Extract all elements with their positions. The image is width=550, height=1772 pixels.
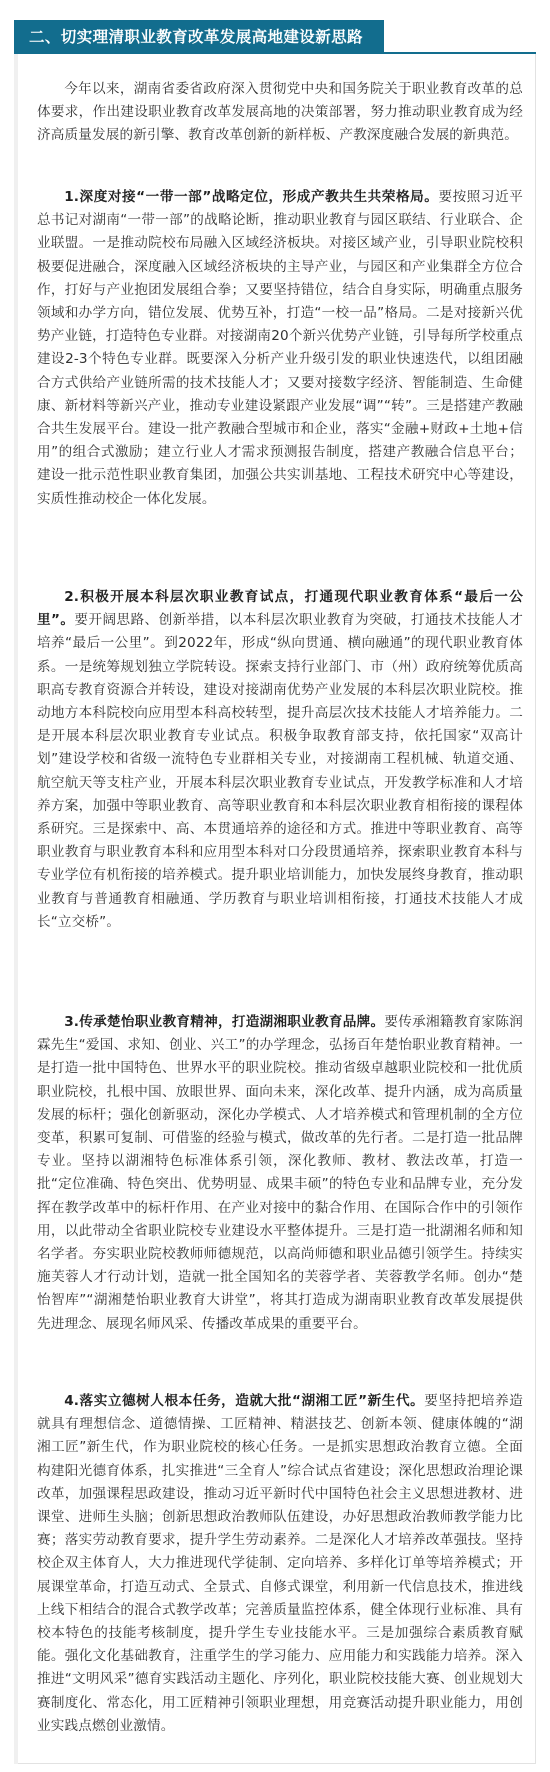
paragraph-lead: 2.积极开展本科层次职业教育试点，打通现代职业教育体系“最后一公里”。 <box>37 589 523 629</box>
paragraph-text: 要坚持把培养造就具有理想信念、道德情操、工匠精神、精湛技艺、创新本领、健康体魄的“湖湘工匠”新生代，作为职业院校的核心任务。一是抓实思想政治教育立德。全面构建阳光德育体系，扎实推进“三全育人”综合试点省建设；深化思想政治理论课改革，加强课程思政建设，推动习近平新时代中国特色社会主义思想进教材、进课堂、进师生头脑；创新思想政治教师队伍建设，办好思想政治教师教学能力比赛；落实劳动教育要求，提升学生劳动素养。二是深化人才培养改革强技。坚持校企双主体育人，大力推进现代学徒制、定向培养、多样化订单等培养模式；开展课堂革命，打造互动式、全景式、自修式课堂，利用新一代信息技术，推进线上线下相结合的混合式教学改革；完善质量监控体系，健全体现行业标准、具有校本特色的技能考核制度，提升学生专业技能水平。三是加强综合素质教育赋能。强化文化基础教育，注重学生的学习能力、应用能力和实践能力培养。深入推进“文明风采”德育实践活动主题化、序列化，职业院校技能大赛、创业规划大赛制度化、常态化，用工匠精神引领职业理想，用竞赛活动提升职业能力，用创业实践点燃创业激情。 <box>37 1393 523 1734</box>
point-1-paragraph <box>37 186 523 511</box>
paragraph-text: 要按照习近平总书记对湖南“一带一部”的战略论断，推动职业教育与园区联结、行业联合、企业联盟。一是推动院校布局融入区域经济板块。对接区域产业，引导职业院校积极要促进融合，深度融入区域经济板块的主导产业，与园区和产业集群全方位合作，打好与产业抱团发展组合拳；又要坚持错位，结合自身实际，明确重点服务领域和办学方向，错位发展、优势互补，打造“一校一品”格局。二是对接新兴优势产业链，打造特色专业群。对接湖南20个新兴优势产业链，引导每所学校重点建设2-3个特色专业群。既要深入分析产业升级引发的职业快速迭代，以组团融合方式供给产业链所需的技术技能人才；又要对接数字经济、智能制造、生命健康、新材料等新兴产业，推动专业建设紧跟产业发展“调”“转”。三是搭建产教融合共生发展平台。建设一批产教融合型城市和企业，落实“金融+财政+土地+信用”的组合式激励；建立行业人才需求预测报告制度，搭建产教融合信息平台；建设一批示范性职业教育集团，加强公共实训基地、工程技术研究中心等建设，实质性推动校企一体化发展。 <box>37 189 523 507</box>
paragraph-text: 要开阔思路、创新举措，以本科层次职业教育为突破，打通技术技能人才培养“最后一公里”。到2022年，形成“纵向贯通、横向融通”的现代职业教育体系。一是统筹规划独立学院转设。探索支持行业部门、市（州）政府统筹优质高职高专教育资源合并转设，建设对接湖南优势产业发展的本科层次职业院校。推动地方本科院校向应用型本科高校转型，提升高层次技术技能人才培养能力。二是开展本科层次职业教育专业试点。积极争取教育部支持，依托国家“双高计划”建设学校和省级一流特色专业群相关专业，对接湖南工程机械、轨道交通、航空航天等支柱产业，开展本科层次职业教育专业试点，开发教学标准和人才培养方案，加强中等职业教育、高等职业教育和本科层次职业教育相衔接的课程体系研究。三是探索中、高、本贯通培养的途径和方式。推进中等职业教育、高等职业教育与职业教育本科和应用型本科对口分段贯通培养，探索职业教育本科与专业学位有机衔接的培养模式。提升职业培训能力，加快发展终身教育，推动职业教育与普通教育相融通、学历教育与职业培训相衔接，打通技术技能人才成长“立交桥”。 <box>37 612 523 930</box>
paragraph-text: 今年以来，湖南省委省政府深入贯彻党中央和国务院关于职业教育改革的总体要求，作出建设职业教育改革发展高地的决策部署，努力推动职业教育成为经济高质量发展的新引擎、教育改革创新的新样板、产教深度融合发展的新典范。 <box>37 81 523 144</box>
point-3-paragraph <box>37 1011 523 1336</box>
intro-paragraph <box>37 78 523 148</box>
paragraph-lead: 1.深度对接“一带一部”战略定位，形成产教共生共荣格局。 <box>64 189 439 205</box>
section-header <box>14 20 384 52</box>
section-title: 二、切实理清职业教育改革发展高地建设新思路 <box>29 28 363 46</box>
content-left-border <box>14 54 18 1764</box>
point-4-paragraph <box>37 1390 523 1738</box>
paragraph-lead: 3.传承楚怡职业教育精神，打造湖湘职业教育品牌。 <box>64 1014 385 1030</box>
paragraph-text: 要传承湘籍教育家陈润霖先生“爱国、求知、创业、兴工”的办学理念，弘扬百年楚怡职业教育精神。一是打造一批中国特色、世界水平的职业院校。推动省级卓越职业院校和一批优质职业院校，扎根中国、放眼世界、面向未来，深化改革、提升内涵，成为高质量发展的标杆；强化创新驱动，深化办学模式、人才培养模式和管理机制的全方位变革，积累可复制、可借鉴的经验与模式，做改革的先行者。二是打造一批品牌专业。坚持以湖湘特色标准体系引领，深化教师、教材、教法改革，打造一批“定位准确、特色突出、优势明显、成果丰硕”的特色专业和品牌专业，充分发挥在教学改革中的标杆作用、在产业对接中的黏合作用、在国际合作中的引领作用，以此带动全省职业院校专业建设水平整体提升。三是打造一批湖湘名师和知名学者。夯实职业院校教师师德规范，以高尚师德和职业品德引领学生。持续实施芙蓉人才行动计划，造就一批全国知名的芙蓉学者、芙蓉教学名师。创办“楚怡智库”“湖湘楚怡职业教育大讲堂”，将其打造成为湖南职业教育改革发展提供先进理念、展现名师风采、传播改革成果的重要平台。 <box>37 1014 523 1332</box>
paragraph-lead: 4.落实立德树人根本任务，造就大批“湖湘工匠”新生代。 <box>64 1393 425 1409</box>
point-2-paragraph <box>37 586 523 934</box>
